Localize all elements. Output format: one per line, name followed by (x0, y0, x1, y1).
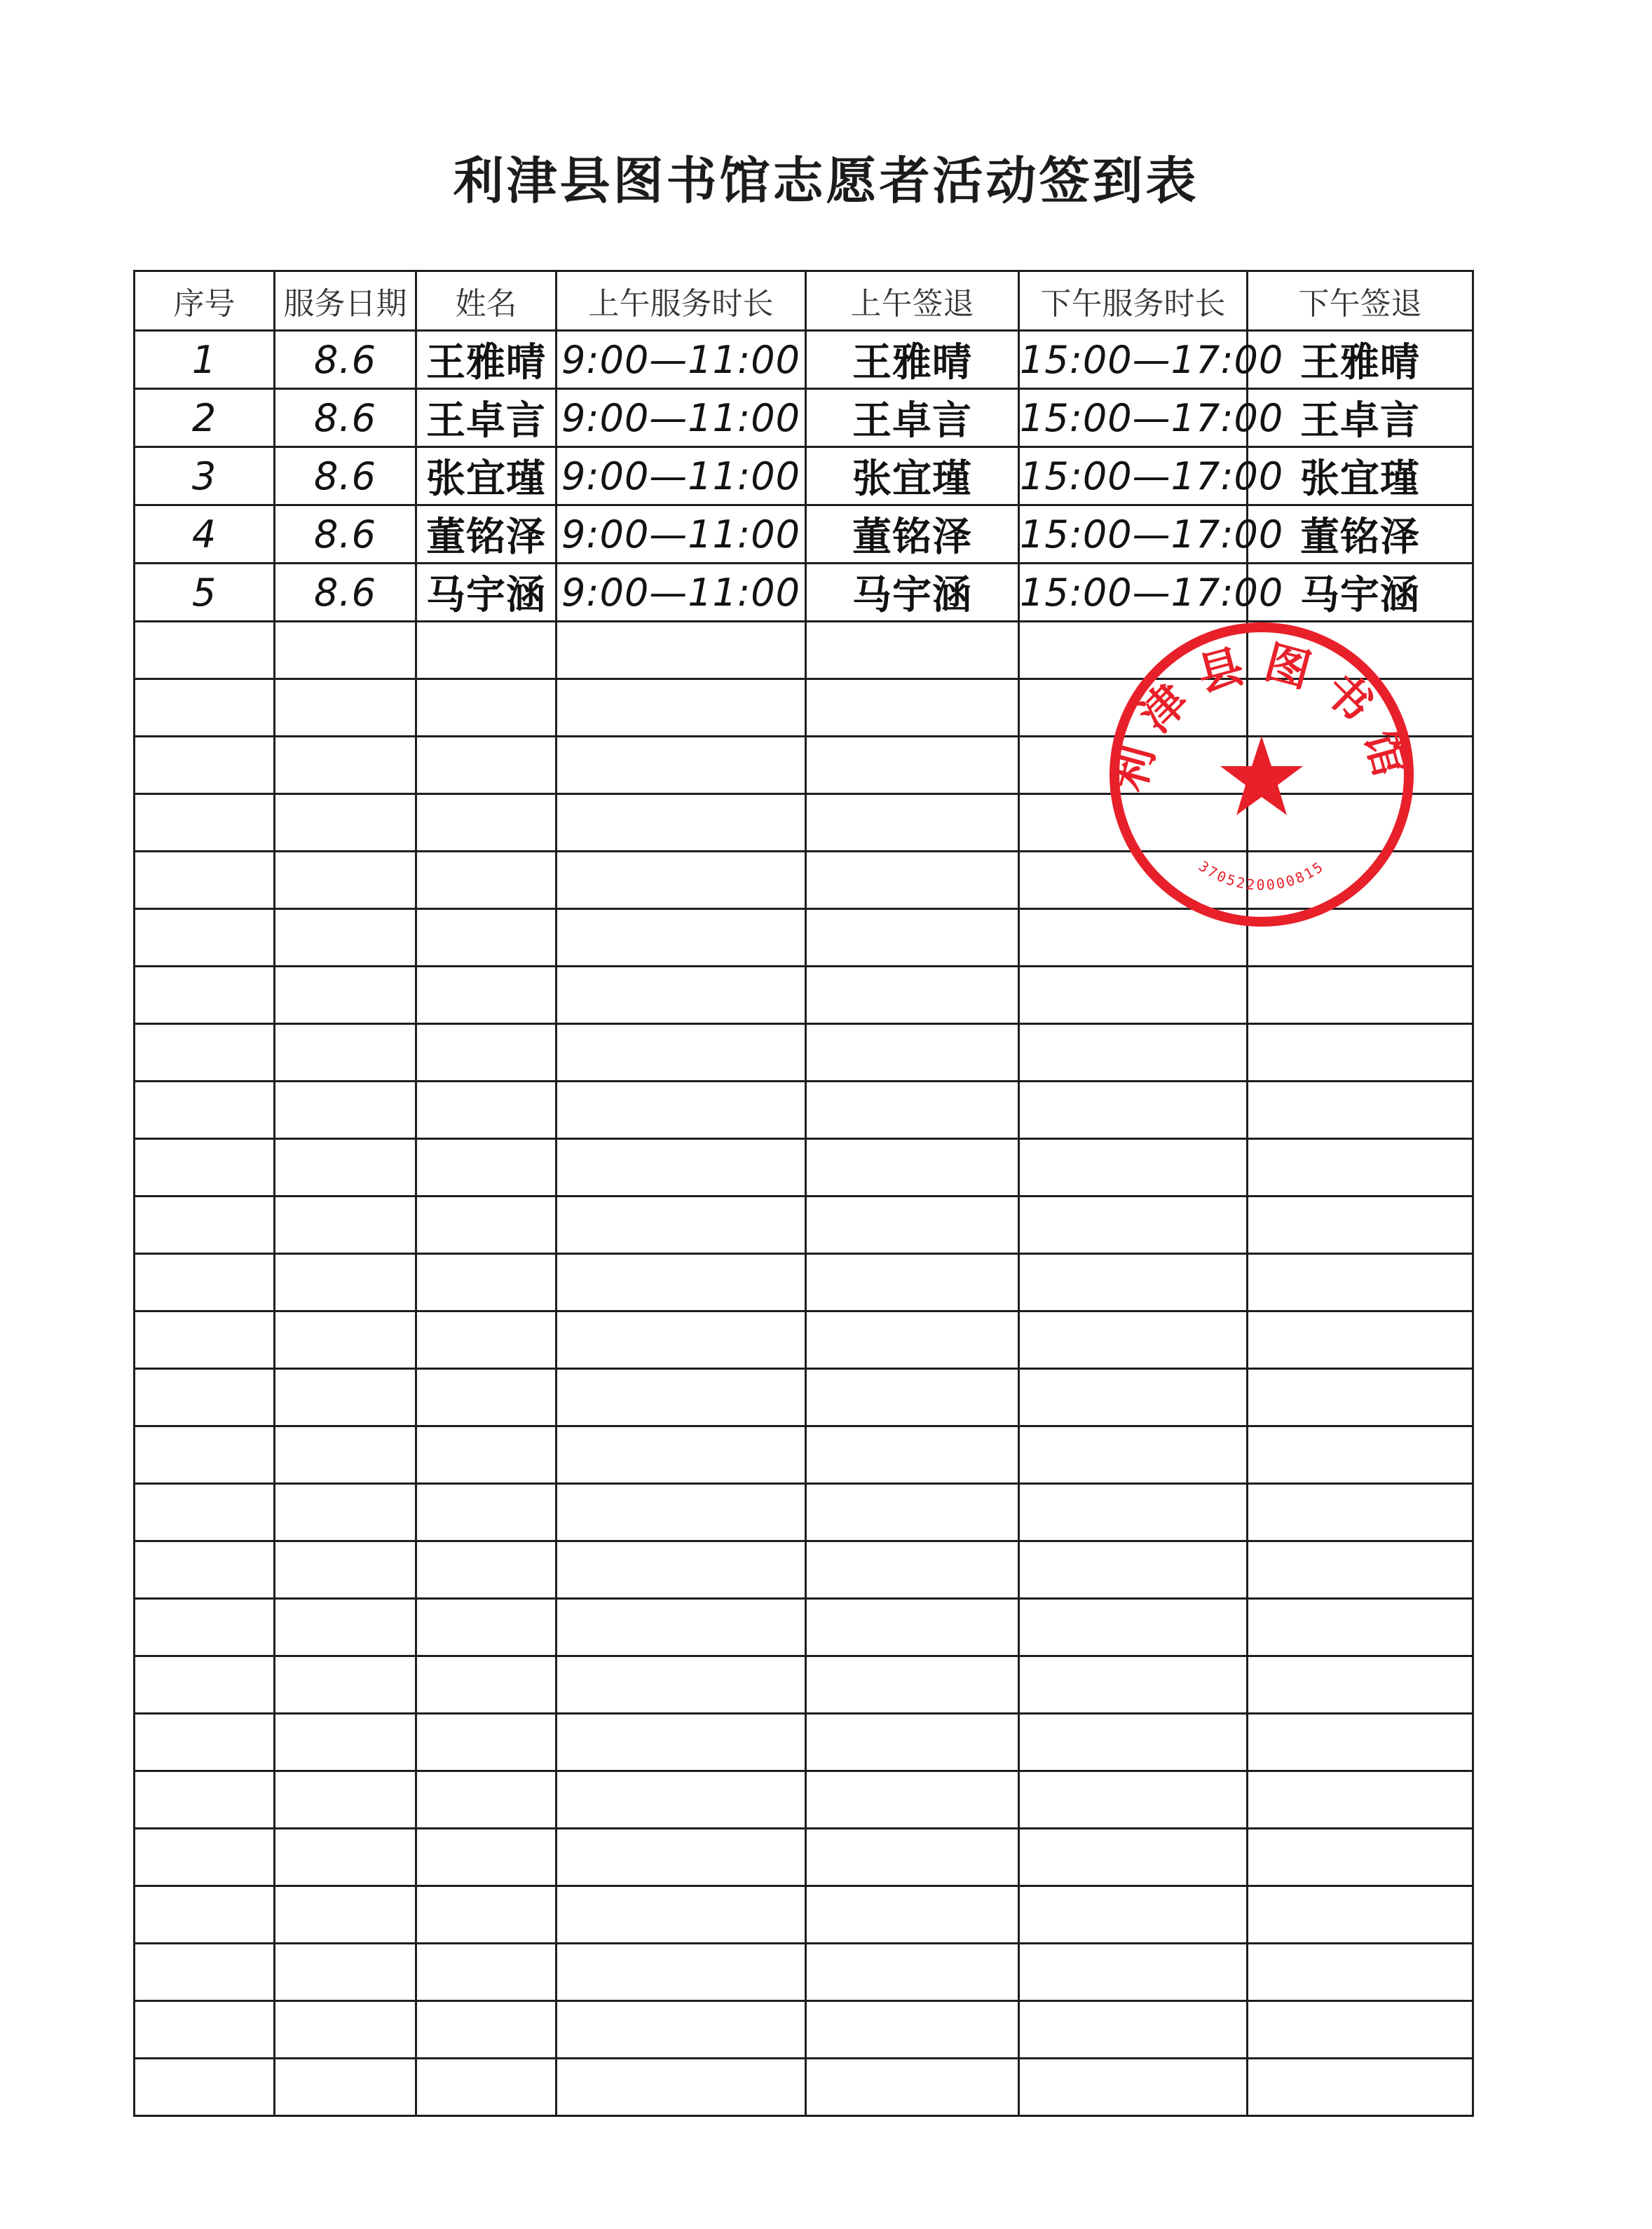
empty-cell (557, 1426, 806, 1484)
cell-pm-sign: 王雅晴 (1248, 331, 1473, 389)
cell-date: 8.6 (275, 564, 416, 622)
empty-cell (557, 1311, 806, 1369)
empty-cell (416, 1082, 557, 1139)
empty-cell (1248, 1254, 1473, 1311)
empty-cell (1248, 1771, 1473, 1829)
empty-cell (135, 2059, 275, 2116)
empty-cell (806, 679, 1019, 737)
empty-cell (135, 1771, 275, 1829)
cell-am-sign: 马宇涵 (806, 564, 1019, 622)
empty-cell (557, 1656, 806, 1714)
empty-cell (557, 909, 806, 967)
header-am-hours: 上午服务时长 (557, 271, 806, 331)
cell-pm-hours: 15:00—17:00 (1019, 505, 1248, 564)
empty-cell (1248, 1886, 1473, 1944)
empty-cell (275, 1024, 416, 1082)
empty-row (135, 1197, 1473, 1254)
empty-cell (275, 1254, 416, 1311)
empty-cell (1019, 1944, 1248, 2001)
empty-cell (275, 737, 416, 794)
page-title: 利津县图书馆志愿者活动签到表 (453, 151, 1199, 210)
empty-cell (1248, 1829, 1473, 1886)
empty-cell (275, 1484, 416, 1541)
header-pm-hours: 下午服务时长 (1019, 271, 1248, 331)
cell-index: 3 (135, 447, 275, 505)
empty-cell (135, 737, 275, 794)
empty-cell (806, 1829, 1019, 1886)
official-seal (1100, 613, 1423, 936)
empty-row (135, 1254, 1473, 1311)
empty-cell (416, 1254, 557, 1311)
empty-cell (416, 2001, 557, 2059)
sign-in-table (133, 270, 1474, 2117)
empty-row (135, 1311, 1473, 1369)
cell-pm-hours: 15:00—17:00 (1019, 389, 1248, 447)
empty-cell (1019, 1082, 1248, 1139)
table-row (135, 505, 1473, 564)
empty-cell (806, 2001, 1019, 2059)
empty-cell (1019, 1714, 1248, 1771)
table-header-row (135, 271, 1473, 331)
empty-cell (275, 622, 416, 679)
empty-cell (557, 1829, 806, 1886)
empty-row (135, 1082, 1473, 1139)
empty-cell (1248, 1656, 1473, 1714)
cell-am-sign: 王雅晴 (806, 331, 1019, 389)
empty-row (135, 1656, 1473, 1714)
empty-cell (1019, 1311, 1248, 1369)
empty-cell (275, 1197, 416, 1254)
empty-cell (557, 1369, 806, 1426)
empty-cell (1019, 1484, 1248, 1541)
empty-cell (1019, 2001, 1248, 2059)
empty-cell (135, 1426, 275, 1484)
empty-cell (135, 794, 275, 852)
empty-row (135, 1714, 1473, 1771)
empty-cell (557, 737, 806, 794)
empty-cell (135, 967, 275, 1024)
seal-name-text: 利津县图书馆 (1102, 636, 1421, 797)
empty-cell (135, 1311, 275, 1369)
empty-cell (416, 2059, 557, 2116)
empty-cell (416, 737, 557, 794)
empty-cell (135, 1369, 275, 1426)
empty-cell (806, 852, 1019, 909)
cell-name: 马宇涵 (416, 564, 557, 622)
empty-row (135, 1024, 1473, 1082)
empty-cell (1248, 1714, 1473, 1771)
empty-row (135, 2059, 1473, 2116)
empty-cell (275, 2001, 416, 2059)
empty-row (135, 967, 1473, 1024)
empty-row (135, 1771, 1473, 1829)
empty-cell (1248, 1082, 1473, 1139)
empty-cell (1019, 1139, 1248, 1197)
empty-row (135, 1369, 1473, 1426)
empty-row (135, 1484, 1473, 1541)
seal-code-text: 3705220000815 (1195, 857, 1328, 894)
empty-cell (557, 679, 806, 737)
empty-cell (135, 1254, 275, 1311)
empty-cell (1019, 1426, 1248, 1484)
cell-name: 董铭泽 (416, 505, 557, 564)
empty-cell (275, 1426, 416, 1484)
empty-cell (806, 1369, 1019, 1426)
cell-am-hours: 9:00—11:00 (557, 564, 806, 622)
empty-cell (135, 2001, 275, 2059)
empty-cell (1248, 967, 1473, 1024)
empty-cell (135, 1082, 275, 1139)
empty-row (135, 1829, 1473, 1886)
empty-cell (135, 1886, 275, 1944)
empty-cell (1248, 2059, 1473, 2116)
empty-cell (275, 1541, 416, 1599)
empty-cell (1019, 2059, 1248, 2116)
header-pm-sign: 下午签退 (1248, 271, 1473, 331)
empty-cell (806, 967, 1019, 1024)
empty-cell (1248, 1024, 1473, 1082)
empty-cell (806, 737, 1019, 794)
header-name: 姓名 (416, 271, 557, 331)
empty-cell (275, 1311, 416, 1369)
empty-cell (1019, 1254, 1248, 1311)
empty-cell (557, 1714, 806, 1771)
empty-cell (416, 1829, 557, 1886)
empty-cell (275, 679, 416, 737)
empty-cell (806, 1886, 1019, 1944)
cell-pm-sign: 董铭泽 (1248, 505, 1473, 564)
empty-cell (416, 1426, 557, 1484)
empty-cell (806, 1771, 1019, 1829)
empty-cell (1248, 1311, 1473, 1369)
empty-cell (1248, 1599, 1473, 1656)
empty-cell (1019, 1886, 1248, 1944)
empty-cell (557, 622, 806, 679)
empty-cell (806, 622, 1019, 679)
empty-cell (806, 1714, 1019, 1771)
empty-cell (135, 622, 275, 679)
empty-cell (557, 2059, 806, 2116)
empty-cell (135, 1541, 275, 1599)
empty-cell (557, 1197, 806, 1254)
empty-cell (135, 909, 275, 967)
empty-cell (557, 967, 806, 1024)
empty-cell (1248, 2001, 1473, 2059)
empty-cell (1019, 1771, 1248, 1829)
empty-cell (806, 1656, 1019, 1714)
table-row (135, 331, 1473, 389)
cell-pm-hours: 15:00—17:00 (1019, 564, 1248, 622)
empty-cell (275, 1599, 416, 1656)
empty-cell (275, 1082, 416, 1139)
table-row (135, 447, 1473, 505)
empty-cell (135, 1139, 275, 1197)
empty-cell (275, 1714, 416, 1771)
empty-cell (1248, 1541, 1473, 1599)
cell-date: 8.6 (275, 447, 416, 505)
empty-cell (275, 794, 416, 852)
empty-cell (416, 909, 557, 967)
empty-cell (135, 852, 275, 909)
empty-cell (275, 1656, 416, 1714)
cell-date: 8.6 (275, 389, 416, 447)
empty-cell (557, 1082, 806, 1139)
empty-cell (275, 1771, 416, 1829)
empty-cell (1019, 1829, 1248, 1886)
cell-am-hours: 9:00—11:00 (557, 389, 806, 447)
empty-cell (557, 1599, 806, 1656)
empty-cell (135, 679, 275, 737)
cell-index: 2 (135, 389, 275, 447)
table-row (135, 389, 1473, 447)
empty-cell (275, 967, 416, 1024)
empty-cell (806, 794, 1019, 852)
empty-cell (416, 1541, 557, 1599)
empty-cell (135, 1599, 275, 1656)
empty-cell (275, 1369, 416, 1426)
empty-cell (557, 794, 806, 852)
empty-cell (416, 1886, 557, 1944)
empty-row (135, 1599, 1473, 1656)
empty-cell (557, 852, 806, 909)
empty-cell (806, 1197, 1019, 1254)
empty-cell (806, 1944, 1019, 2001)
empty-cell (1248, 1944, 1473, 2001)
cell-pm-sign: 王卓言 (1248, 389, 1473, 447)
empty-cell (1248, 1484, 1473, 1541)
cell-am-hours: 9:00—11:00 (557, 505, 806, 564)
empty-cell (557, 2001, 806, 2059)
empty-cell (416, 1311, 557, 1369)
empty-cell (1019, 1197, 1248, 1254)
empty-cell (416, 794, 557, 852)
empty-cell (806, 2059, 1019, 2116)
empty-row (135, 1944, 1473, 2001)
empty-cell (1019, 1369, 1248, 1426)
empty-cell (416, 852, 557, 909)
empty-cell (557, 1541, 806, 1599)
header-date: 服务日期 (275, 271, 416, 331)
empty-cell (416, 1197, 557, 1254)
empty-cell (416, 967, 557, 1024)
cell-am-hours: 9:00—11:00 (557, 331, 806, 389)
empty-cell (275, 909, 416, 967)
empty-cell (275, 1139, 416, 1197)
header-index: 序号 (135, 271, 275, 331)
empty-cell (1248, 1426, 1473, 1484)
empty-cell (416, 1656, 557, 1714)
cell-am-sign: 王卓言 (806, 389, 1019, 447)
empty-cell (135, 1714, 275, 1771)
empty-cell (1019, 1656, 1248, 1714)
empty-cell (416, 1599, 557, 1656)
empty-cell (1019, 1599, 1248, 1656)
empty-cell (806, 1311, 1019, 1369)
cell-name: 张宜瑾 (416, 447, 557, 505)
empty-cell (135, 1656, 275, 1714)
cell-date: 8.6 (275, 505, 416, 564)
empty-cell (135, 1197, 275, 1254)
empty-row (135, 1541, 1473, 1599)
cell-am-hours: 9:00—11:00 (557, 447, 806, 505)
empty-cell (806, 1254, 1019, 1311)
empty-cell (416, 1771, 557, 1829)
empty-cell (806, 1599, 1019, 1656)
empty-cell (416, 1714, 557, 1771)
empty-cell (135, 1944, 275, 2001)
empty-cell (806, 1139, 1019, 1197)
empty-cell (1019, 967, 1248, 1024)
empty-cell (1019, 1024, 1248, 1082)
empty-cell (275, 1886, 416, 1944)
empty-cell (806, 1082, 1019, 1139)
empty-cell (135, 1829, 275, 1886)
cell-pm-sign: 张宜瑾 (1248, 447, 1473, 505)
header-am-sign: 上午签退 (806, 271, 1019, 331)
empty-cell (1019, 1541, 1248, 1599)
cell-pm-hours: 15:00—17:00 (1019, 331, 1248, 389)
empty-cell (557, 1944, 806, 2001)
empty-cell (416, 1369, 557, 1426)
empty-cell (1248, 1197, 1473, 1254)
empty-row (135, 2001, 1473, 2059)
empty-cell (557, 1139, 806, 1197)
cell-index: 1 (135, 331, 275, 389)
empty-cell (416, 1024, 557, 1082)
empty-cell (1248, 1369, 1473, 1426)
star-icon (1220, 736, 1303, 815)
empty-cell (806, 909, 1019, 967)
empty-cell (416, 622, 557, 679)
empty-cell (806, 1426, 1019, 1484)
empty-cell (806, 1541, 1019, 1599)
empty-cell (557, 1886, 806, 1944)
empty-cell (135, 1484, 275, 1541)
empty-cell (1248, 1139, 1473, 1197)
cell-name: 王卓言 (416, 389, 557, 447)
empty-cell (806, 1024, 1019, 1082)
empty-cell (275, 1829, 416, 1886)
cell-date: 8.6 (275, 331, 416, 389)
empty-cell (135, 1024, 275, 1082)
cell-index: 5 (135, 564, 275, 622)
empty-cell (557, 1024, 806, 1082)
cell-name: 王雅晴 (416, 331, 557, 389)
cell-am-sign: 董铭泽 (806, 505, 1019, 564)
empty-cell (416, 1484, 557, 1541)
empty-row (135, 1886, 1473, 1944)
empty-cell (416, 1944, 557, 2001)
empty-cell (416, 679, 557, 737)
empty-cell (557, 1484, 806, 1541)
empty-cell (557, 1254, 806, 1311)
empty-cell (275, 2059, 416, 2116)
cell-am-sign: 张宜瑾 (806, 447, 1019, 505)
empty-row (135, 1426, 1473, 1484)
empty-cell (557, 1771, 806, 1829)
empty-cell (275, 1944, 416, 2001)
cell-index: 4 (135, 505, 275, 564)
empty-cell (416, 1139, 557, 1197)
cell-pm-sign: 马宇涵 (1248, 564, 1473, 622)
empty-cell (275, 852, 416, 909)
empty-row (135, 1139, 1473, 1197)
empty-cell (806, 1484, 1019, 1541)
cell-pm-hours: 15:00—17:00 (1019, 447, 1248, 505)
